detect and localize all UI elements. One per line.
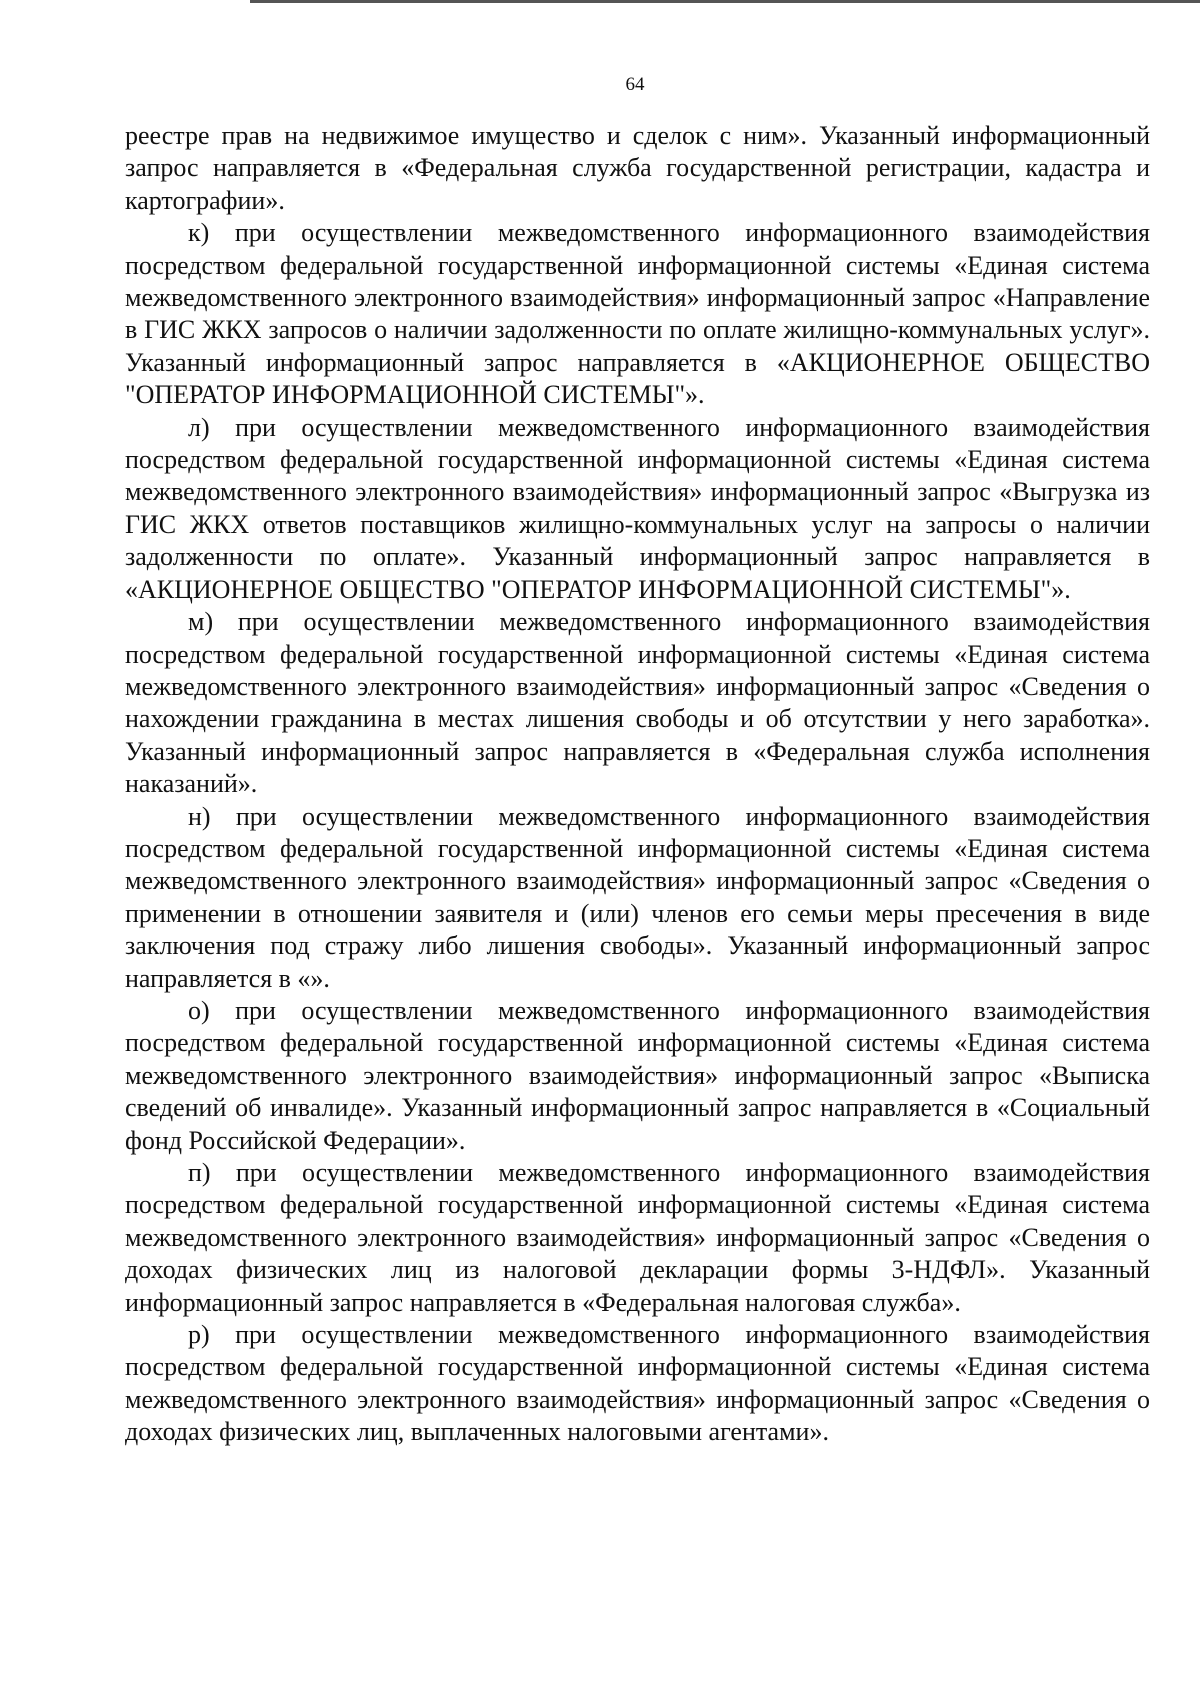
paragraph-n: н) при осуществлении межведомственного информационного взаимодействия посредством федеральной государственной информационной системы «Единая система межведомственного электронного взаимодействия» информационный запрос «Сведения о применении в отношении заявителя и (или) членов его семьи меры пресечения в виде заключения под стражу либо лишения свободы». Указанный информационный запрос направляется в «». [125,801,1150,993]
paragraph-l: л) при осуществлении межведомственного информационного взаимодействия посредством федеральной государственной информационной системы «Единая система межведомственного электронного взаимодействия» информационный запрос «Выгрузка из ГИС ЖКХ ответов поставщиков жилищно-коммунальных услуг на запросы о наличии задолженности по оплате». Указанный информационный запрос направляется в «АКЦИОНЕРНОЕ ОБЩЕСТВО "ОПЕРАТОР ИНФОРМАЦИОННОЙ СИСТЕМЫ"». [125,412,1150,604]
paragraph-continuation: реестре прав на недвижимое имущество и сделок с ним». Указанный информационный запрос направляется в «Федеральная служба государственной регистрации, кадастра и картографии». [125,121,1150,215]
paragraph-r: р) при осуществлении межведомственного информационного взаимодействия посредством федеральной государственной информационной системы «Единая система межведомственного электронного взаимодействия» информационный запрос «Сведения о доходах физических лиц, выплаченных налоговыми агентами». [125,1320,1150,1447]
paragraph-k: к) при осуществлении межведомственного информационного взаимодействия посредством федеральной государственной информационной системы «Единая система межведомственного электронного взаимодействия» информационный запрос «Направление в ГИС ЖКХ запросов о наличии задолженности по оплате жилищно-коммунальных услуг». Указанный информационный запрос направляется в «АКЦИОНЕРНОЕ ОБЩЕСТВО "ОПЕРАТОР ИНФОРМАЦИОННОЙ СИСТЕМЫ"». [125,218,1150,410]
scan-edge-line [250,0,1200,3]
paragraph-o: о) при осуществлении межведомственного информационного взаимодействия посредством федеральной государственной информационной системы «Единая система межведомственного электронного взаимодействия» информационный запрос «Выписка сведений об инвалиде». Указанный информационный запрос направляется в «Социальный фонд Российской Федерации». [125,995,1150,1155]
document-body [125,120,1150,1449]
page-number: 64 [625,74,645,95]
paragraph-p: п) при осуществлении межведомственного информационного взаимодействия посредством федеральной государственной информационной системы «Единая система межведомственного электронного взаимодействия» информационный запрос «Сведения о доходах физических лиц из налоговой декларации формы 3-НДФЛ». Указанный информационный запрос направляется в «Федеральная налоговая служба». [125,1158,1150,1317]
paragraph-m: м) при осуществлении межведомственного информационного взаимодействия посредством федеральной государственной информационной системы «Единая система межведомственного электронного взаимодействия» информационный запрос «Сведения о нахождении гражданина в местах лишения свободы и об отсутствии у него заработка». Указанный информационный запрос направляется в «Федеральная служба исполнения наказаний». [125,607,1150,799]
